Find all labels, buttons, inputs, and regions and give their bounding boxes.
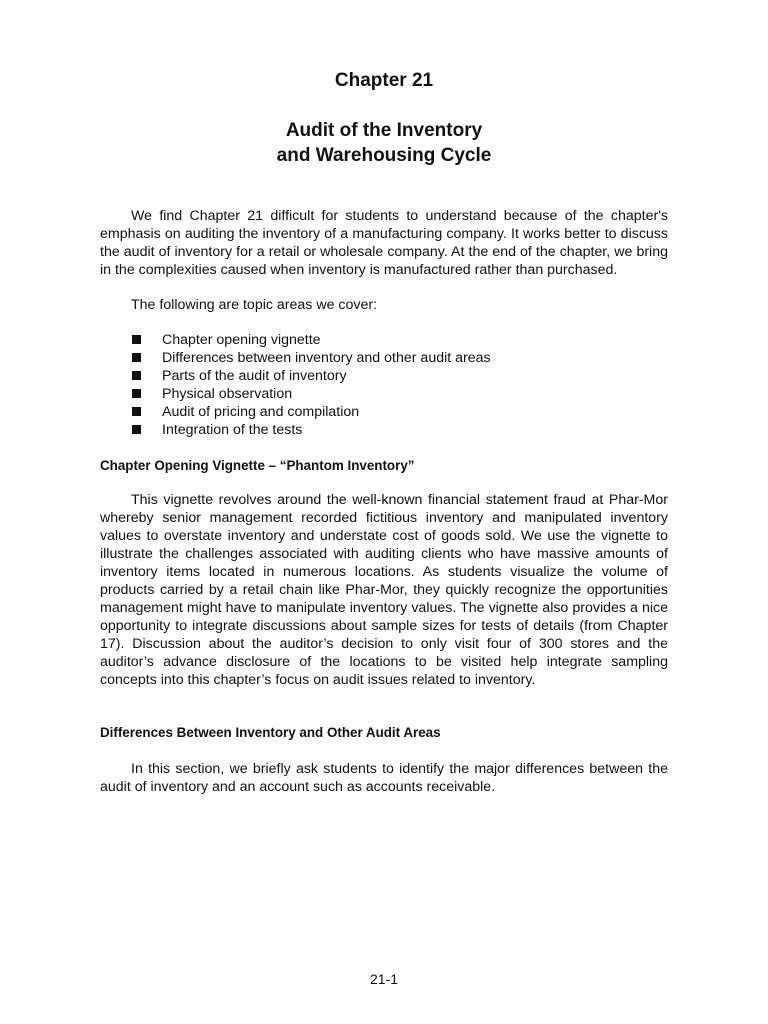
list-item-text: Parts of the audit of inventory	[162, 368, 347, 384]
list-item	[132, 367, 652, 385]
list-item-text: Differences between inventory and other audit areas	[162, 350, 491, 366]
list-item	[132, 331, 652, 349]
list-item	[132, 385, 652, 403]
square-bullet-icon	[132, 407, 141, 416]
square-bullet-icon	[132, 353, 141, 362]
differences-paragraph: In this section, we briefly ask students to identify the major differences between the audit of inventory and an account such as accounts receivable.	[100, 761, 668, 795]
list-item	[132, 403, 652, 421]
section-heading-differences: Differences Between Inventory and Other Audit Areas	[100, 725, 441, 740]
list-item-text: Audit of pricing and compilation	[162, 404, 360, 420]
vignette-paragraph: This vignette revolves around the well-known financial statement fraud at Phar-Mor whereby senior management recorded fictitious inventory and manipulated inventory values to overstate inventory and understate cost of goods sold. We use the vignette to illustrate the challenges associated with auditing clients who have massive amounts of inventory items located in numerous locations. As students visualize the volume of products carried by a retail chain like Phar-Mor, they quickly recognize the opportunities management might have to manipulate inventory values. The vignette also provides a nice opportunity to integrate discussions about sample sizes for tests of details (from Chapter 17). Discussion about the auditor’s decision to only visit four of 300 stores and the auditor’s advance disclosure of the locations to be visited help integrate sampling concepts into this chapter’s focus on audit issues related to inventory.	[100, 492, 668, 688]
chapter-subtitle	[0, 118, 768, 168]
intro-paragraph: We find Chapter 21 difficult for students to understand because of the chapter's emphasis on auditing the inventory of a manufacturing company. It works better to discuss the audit of inventory for a retail or wholesale company. At the end of the chapter, we bring in the complexities caused when inventory is manufactured rather than purchased.	[100, 208, 668, 278]
topics-lead-in: The following are topic areas we cover:	[131, 297, 378, 313]
square-bullet-icon	[132, 371, 141, 380]
list-item	[132, 421, 652, 439]
page-number: 21-1	[369, 971, 399, 987]
section-heading-vignette: Chapter Opening Vignette – “Phantom Inventory”	[100, 458, 415, 473]
square-bullet-icon	[132, 425, 141, 434]
list-item-text: Chapter opening vignette	[162, 332, 321, 348]
list-item-text: Integration of the tests	[162, 422, 303, 438]
subtitle-line-1: Audit of the Inventory	[285, 120, 483, 141]
topic-list	[132, 331, 652, 439]
chapter-title: Chapter 21	[334, 70, 434, 91]
square-bullet-icon	[132, 335, 141, 344]
list-item	[132, 349, 652, 367]
square-bullet-icon	[132, 389, 141, 398]
list-item-text: Physical observation	[162, 386, 293, 402]
subtitle-line-2: and Warehousing Cycle	[276, 145, 492, 166]
